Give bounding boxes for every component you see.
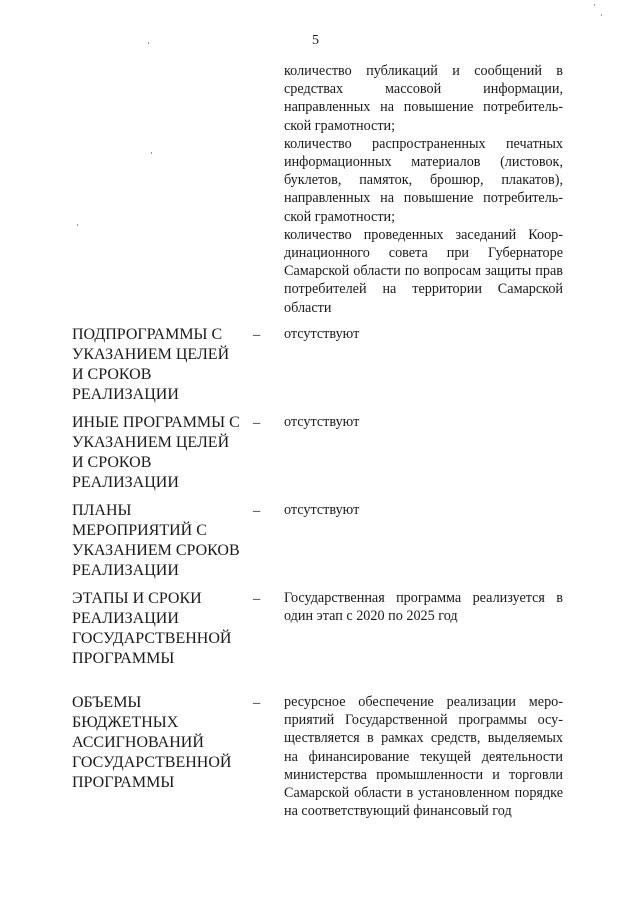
scan-speck	[601, 14, 602, 16]
indicator-item: количество публикаций и сообщений в средствах массовой информации, направленных на повышение потребительской грамотности;	[284, 63, 563, 134]
row-label: ПЛАНЫ МЕРОПРИЯТИЙ С УКАЗАНИЕМ СРОКОВ РЕАЛИЗАЦИИ	[72, 502, 240, 579]
row-value: Государственная программа реализуется в один этап с 2020 по 2025 год	[284, 590, 563, 625]
row-dash: –	[253, 327, 261, 343]
row-dash: –	[253, 695, 261, 711]
scan-speck	[77, 224, 78, 226]
scan-speck	[151, 152, 152, 154]
row-dash: –	[253, 415, 261, 431]
page-number: 5	[312, 33, 319, 48]
row-label: ПОДПРОГРАММЫ С УКАЗАНИЕМ ЦЕЛЕЙ И СРОКОВ РЕАЛИЗАЦИИ	[72, 326, 230, 403]
row-value: отсутствуют	[284, 326, 360, 342]
row-label: ОБЪЕМЫ БЮДЖЕТНЫХ АССИГНОВАНИЙ ГОСУДАРСТВЕННОЙ ПРОГРАММЫ	[72, 694, 232, 791]
scan-speck	[148, 42, 149, 44]
row-value: отсутствуют	[284, 502, 360, 518]
row-dash: –	[253, 591, 261, 607]
indicator-item: количество распространенных печатных информационных материалов (листовок, буклетов, памяток, брошюр, плакатов), направленных на повышение потребительской грамотности;	[284, 135, 563, 225]
row-dash: –	[253, 503, 261, 519]
indicators-continuation	[284, 62, 563, 317]
row-value: отсутствуют	[284, 414, 360, 430]
row-label: ЭТАПЫ И СРОКИ РЕАЛИЗАЦИИ ГОСУДАРСТВЕННОЙ ПРОГРАММЫ	[72, 590, 232, 667]
row-value: ресурсное обеспечение реализации мероприятий Государственной программы осуществляется в рамках средств, выделяемых на финансирование текущей деятельности министерства промышленности и торговли Самарской области в установленном порядке на соответствующий финансовый год	[284, 694, 563, 820]
indicator-item: количество проведенных заседаний Координационного совета при Губернаторе Самарской области по вопросам защиты прав потребителей на территории Самарской области	[284, 226, 563, 316]
row-label: ИНЫЕ ПРОГРАММЫ С УКАЗАНИЕМ ЦЕЛЕЙ И СРОКОВ РЕАЛИЗАЦИИ	[72, 414, 240, 491]
scan-speck	[594, 4, 595, 6]
